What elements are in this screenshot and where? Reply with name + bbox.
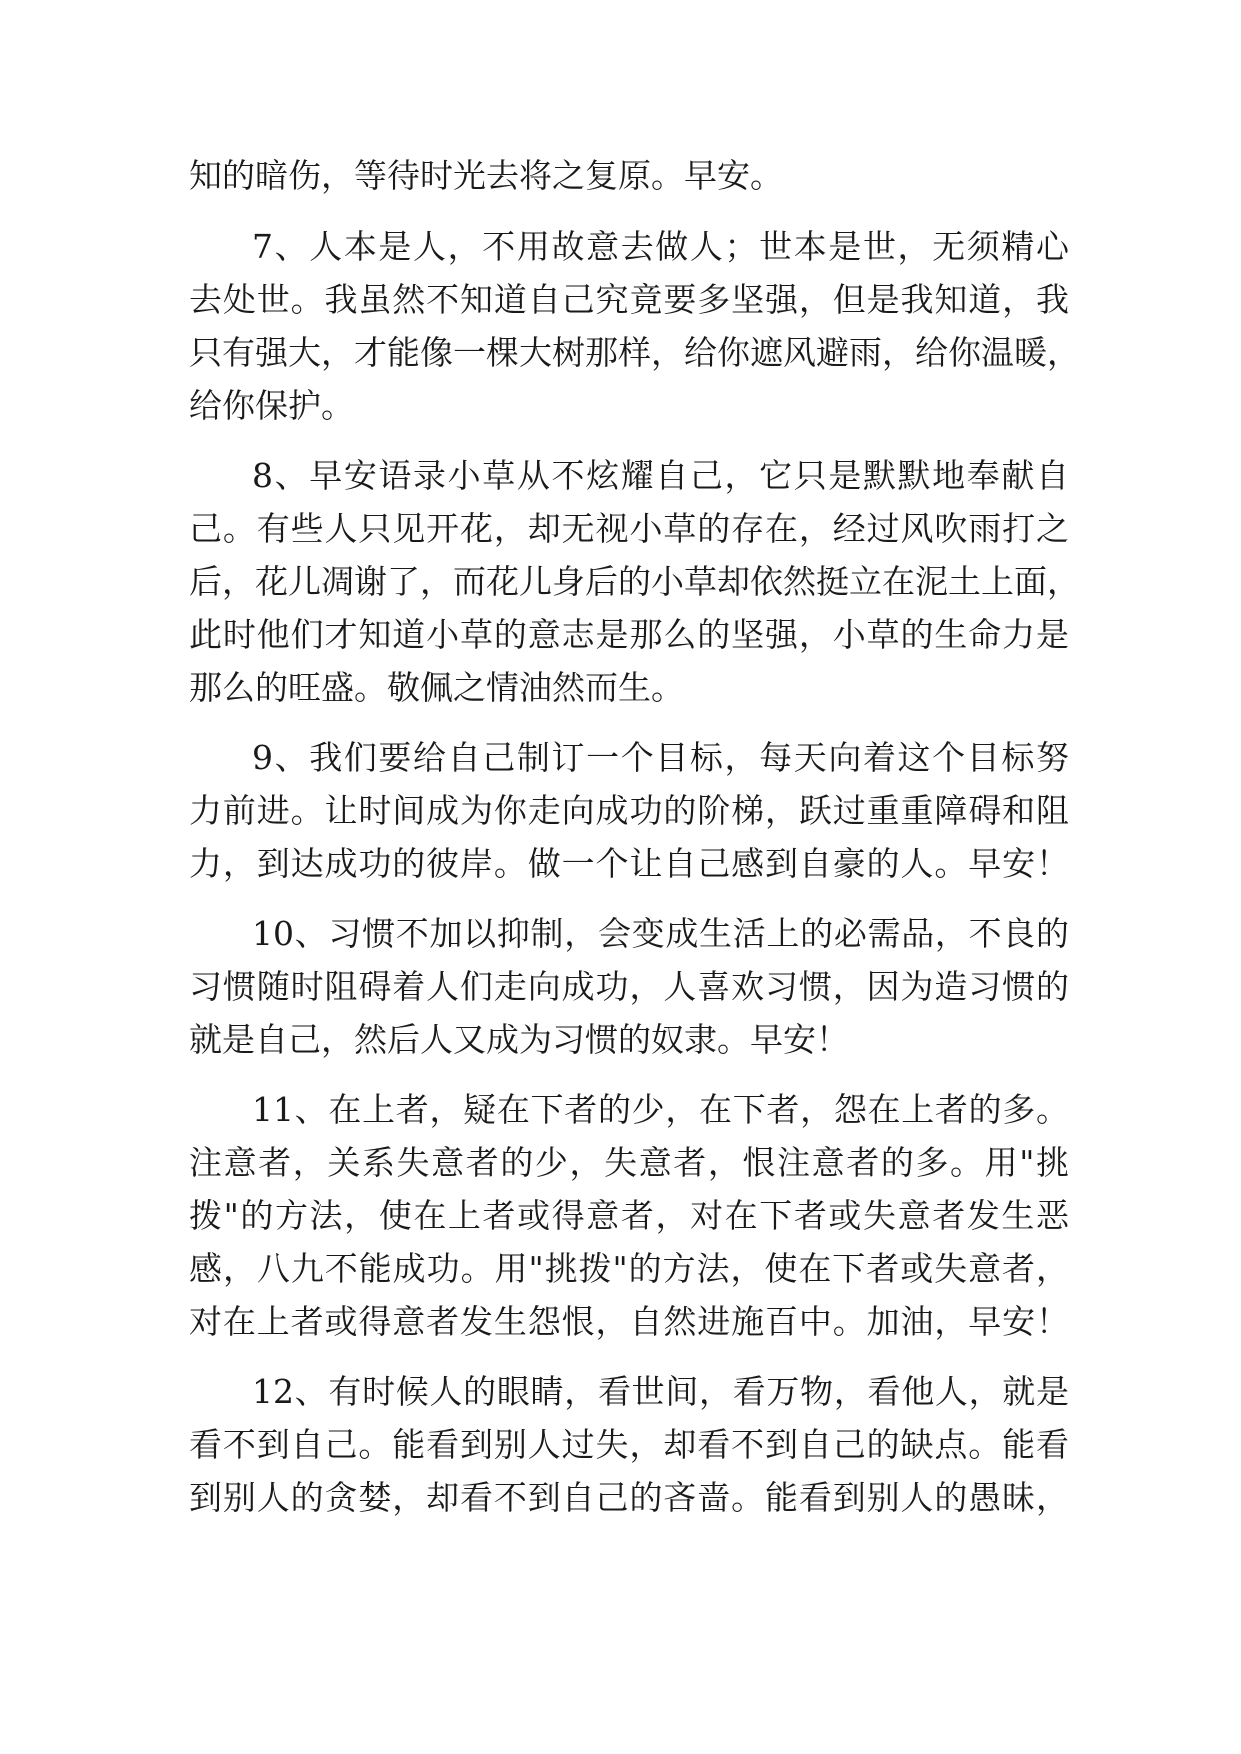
paragraph-10-line: 10、习惯不加以抑制，会变成生活上的必需品，不良的 bbox=[252, 914, 1069, 953]
text-line: 感，八九不能成功。用"挑拨"的方法，使在下者或失意者， bbox=[189, 1249, 1069, 1288]
text-line: 对在上者或得意者发生怨恨，自然进施百中。加油，早安！ bbox=[189, 1302, 1069, 1341]
text-line: 就是自己，然后人又成为习惯的奴隶。早安！ bbox=[189, 1020, 849, 1059]
text-line: 力前进。让时间成为你走向成功的阶梯，跃过重重障碍和阻 bbox=[189, 791, 1069, 830]
text-line: 只有强大，才能像一棵大树那样，给你遮风避雨，给你温暖， bbox=[189, 333, 1080, 372]
text-line: 知的暗伤，等待时光去将之复原。早安。 bbox=[189, 156, 783, 195]
text-line: 去处世。我虽然不知道自己究竟要多坚强，但是我知道，我 bbox=[189, 280, 1069, 319]
text-line: 看不到自己。能看到别人过失，却看不到自己的缺点。能看 bbox=[189, 1425, 1069, 1464]
paragraph-12-line: 12、有时候人的眼睛，看世间，看万物，看他人，就是 bbox=[252, 1372, 1069, 1411]
text-line: 拨"的方法，使在上者或得意者，对在下者或失意者发生恶 bbox=[189, 1196, 1069, 1235]
paragraph-7-line: 7、人本是人，不用故意去做人；世本是世，无须精心 bbox=[252, 227, 1069, 266]
text-line: 己。有些人只见开花，却无视小草的存在，经过风吹雨打之 bbox=[189, 509, 1069, 548]
text-line: 力，到达成功的彼岸。做一个让自己感到自豪的人。早安！ bbox=[189, 844, 1069, 883]
text-line: 给你保护。 bbox=[189, 386, 354, 425]
text-line: 此时他们才知道小草的意志是那么的坚强，小草的生命力是 bbox=[189, 615, 1069, 654]
text-line: 到别人的贪婪，却看不到自己的吝啬。能看到别人的愚昧， bbox=[189, 1478, 1069, 1517]
paragraph-9-line: 9、我们要给自己制订一个目标，每天向着这个目标努 bbox=[252, 738, 1069, 777]
paragraph-8-line: 8、早安语录小草从不炫耀自己，它只是默默地奉献自 bbox=[252, 456, 1069, 495]
text-line: 注意者，关系失意者的少，失意者，恨注意者的多。用"挑 bbox=[189, 1143, 1069, 1182]
paragraph-11-line: 11、在上者，疑在下者的少，在下者，怨在上者的多。 bbox=[252, 1090, 1069, 1129]
text-line: 那么的旺盛。敬佩之情油然而生。 bbox=[189, 668, 684, 707]
text-line: 后，花儿凋谢了，而花儿身后的小草却依然挺立在泥土上面， bbox=[189, 562, 1080, 601]
text-line: 习惯随时阻碍着人们走向成功，人喜欢习惯，因为造习惯的 bbox=[189, 967, 1069, 1006]
